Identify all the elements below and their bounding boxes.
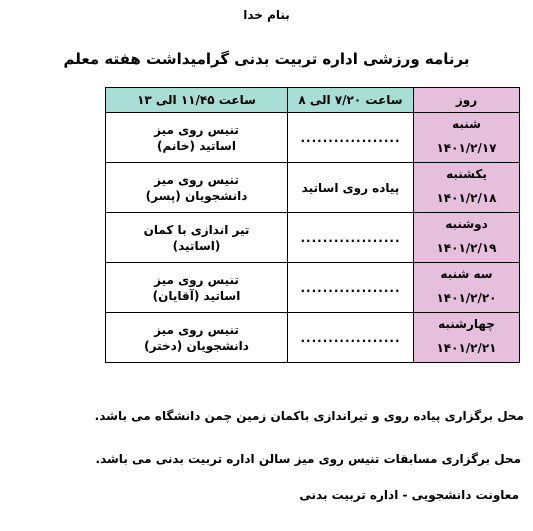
day-date: ۱۴۰۱/۲/۱۹	[436, 241, 497, 255]
morning-cell	[288, 213, 414, 263]
header-noon-time: ساعت ۱۱/۴۵ الی ۱۳	[106, 88, 288, 113]
morning-cell	[288, 163, 414, 213]
morning-activity: ..................	[300, 330, 401, 345]
table-row	[106, 113, 520, 163]
table-row	[106, 163, 520, 213]
venue-note-walking-archery: محل برگزاری پیاده روی و تیراندازی باکمان زمین چمن دانشگاه می باشد.	[94, 409, 524, 423]
day-name: سه شنبه	[440, 267, 493, 281]
day-cell	[414, 113, 520, 163]
noon-cell	[106, 313, 288, 363]
morning-cell	[288, 113, 414, 163]
noon-participants: اساتید (آقایان)	[152, 288, 241, 303]
table-header-row	[106, 88, 520, 113]
noon-cell	[106, 163, 288, 213]
morning-activity: ..................	[300, 130, 401, 145]
bismillah-heading: بنام خدا	[243, 8, 290, 22]
noon-cell	[106, 113, 288, 163]
header-morning-time: ساعت ۷/۲۰ الی ۸	[288, 88, 414, 113]
noon-activity: تنیس روی میز	[154, 272, 239, 287]
venue-note-table-tennis: محل برگزاری مسابقات تنیس روی میز سالن اداره تربیت بدنی می باشد.	[95, 452, 521, 466]
noon-activity: تنیس روی میز	[154, 122, 239, 137]
noon-participants: دانشجویان (پسر)	[145, 188, 248, 203]
page-title: برنامه ورزشی اداره تربیت بدنی گرامیداشت هفته معلم	[63, 50, 470, 68]
day-date: ۱۴۰۱/۲/۲۰	[436, 291, 497, 305]
noon-activity: تیر اندازی با کمان	[143, 222, 250, 237]
noon-cell	[106, 263, 288, 313]
noon-activity: تنیس روی میز	[154, 172, 239, 187]
day-name: یکشنبه	[446, 167, 487, 181]
noon-participants: اساتید (خانم)	[157, 138, 236, 153]
day-name: چهارشنبه	[438, 317, 495, 331]
day-cell	[414, 163, 520, 213]
schedule-table	[105, 87, 520, 363]
day-cell	[414, 263, 520, 313]
noon-activity: تنیس روی میز	[154, 322, 239, 337]
noon-participants: دانشجویان (دختر)	[144, 338, 249, 353]
morning-activity: پیاده روی اساتید	[301, 180, 400, 195]
header-day: روز	[414, 88, 520, 113]
day-name: دوشنبه	[445, 217, 488, 231]
table-row	[106, 213, 520, 263]
table-row	[106, 263, 520, 313]
morning-cell	[288, 313, 414, 363]
noon-cell	[106, 213, 288, 263]
table-row	[106, 313, 520, 363]
day-cell	[414, 313, 520, 363]
morning-activity: ..................	[300, 280, 401, 295]
morning-activity: ..................	[300, 230, 401, 245]
day-name: شنبه	[452, 117, 481, 131]
day-date: ۱۴۰۱/۲/۱۷	[436, 141, 497, 155]
noon-participants: (اساتید)	[172, 238, 221, 253]
day-date: ۱۴۰۱/۲/۱۸	[436, 191, 497, 205]
signature-office: معاونت دانشجویی - اداره تربیت بدنی	[299, 488, 519, 502]
day-date: ۱۴۰۱/۲/۲۱	[436, 341, 497, 355]
day-cell	[414, 213, 520, 263]
morning-cell	[288, 263, 414, 313]
